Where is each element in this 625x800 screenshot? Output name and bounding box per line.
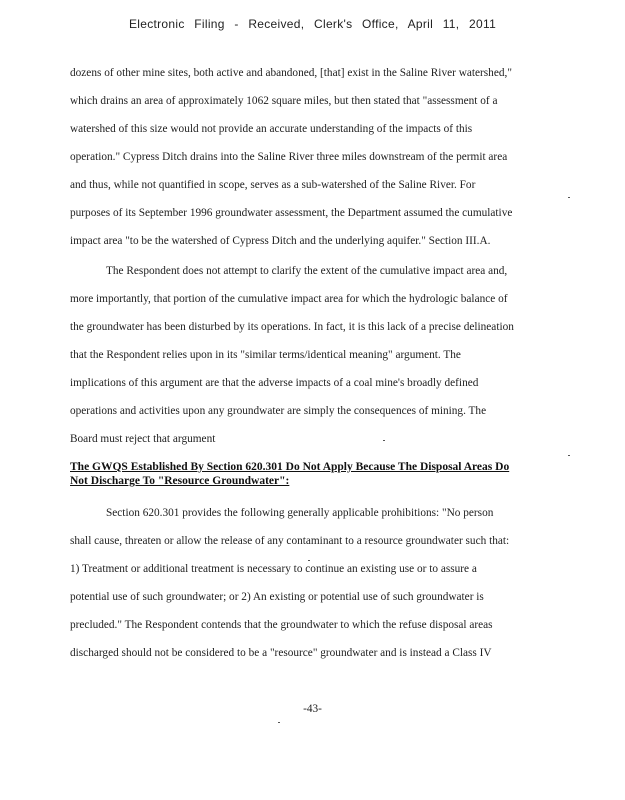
text-line: impact area "to be the watershed of Cypress Ditch and the underlying aquifer." Section III.A. [70,235,491,247]
text-line: watershed of this size would not provide an accurate understanding of the impacts of this [70,123,473,135]
page-number: -43- [303,703,322,715]
text-line: implications of this argument are that the adverse impacts of a coal mine's broadly defined [70,377,479,389]
scan-speck [308,560,310,561]
text-line: dozens of other mine sites, both active and abandoned, [that] exist in the Saline River watershed," [70,67,512,79]
scan-speck [568,197,570,198]
text-line: the groundwater has been disturbed by its operations. In fact, it is this lack of a precise delineation [70,321,514,333]
scan-speck [383,440,385,441]
text-line: precluded." The Respondent contends that the groundwater to which the refuse disposal areas [70,619,493,631]
paragraph-first-line: Section 620.301 provides the following generally applicable prohibitions: "No person [106,507,494,519]
section-heading: The GWQS Established By Section 620.301 Do Not Apply Because The Disposal Areas Do [70,461,510,473]
text-line: more importantly, that portion of the cumulative impact area for which the hydrologic balance of [70,293,508,305]
text-line: which drains an area of approximately 1062 square miles, but then stated that "assessment of a [70,95,498,107]
text-line: that the Respondent relies upon in its "similar terms/identical meaning" argument. The [70,349,461,361]
text-line: shall cause, threaten or allow the release of any contaminant to a resource groundwater such that: [70,535,510,547]
paragraph-first-line: The Respondent does not attempt to clarify the extent of the cumulative impact area and, [106,265,508,277]
filing-stamp: Electronic Filing - Received, Clerk's Office, April 11, 2011 [128,17,497,31]
text-line: 1) Treatment or additional treatment is necessary to continue an existing use or to assure a [70,563,477,575]
section-heading: Not Discharge To "Resource Groundwater": [70,475,290,487]
text-line: potential use of such groundwater; or 2) An existing or potential use of such groundwater is [70,591,484,603]
text-line: operations and activities upon any groundwater are simply the consequences of mining. The [70,405,487,417]
scan-speck [568,455,570,456]
scan-speck [278,722,280,723]
text-line: operation." Cypress Ditch drains into the Saline River three miles downstream of the permit area [70,151,508,163]
text-line: purposes of its September 1996 groundwater assessment, the Department assumed the cumulative [70,207,513,219]
text-line: Board must reject that argument [70,433,216,445]
text-line: discharged should not be considered to be a "resource" groundwater and is instead a Class IV [70,647,492,659]
text-line: and thus, while not quantified in scope, serves as a sub-watershed of the Saline River. For [70,179,476,191]
